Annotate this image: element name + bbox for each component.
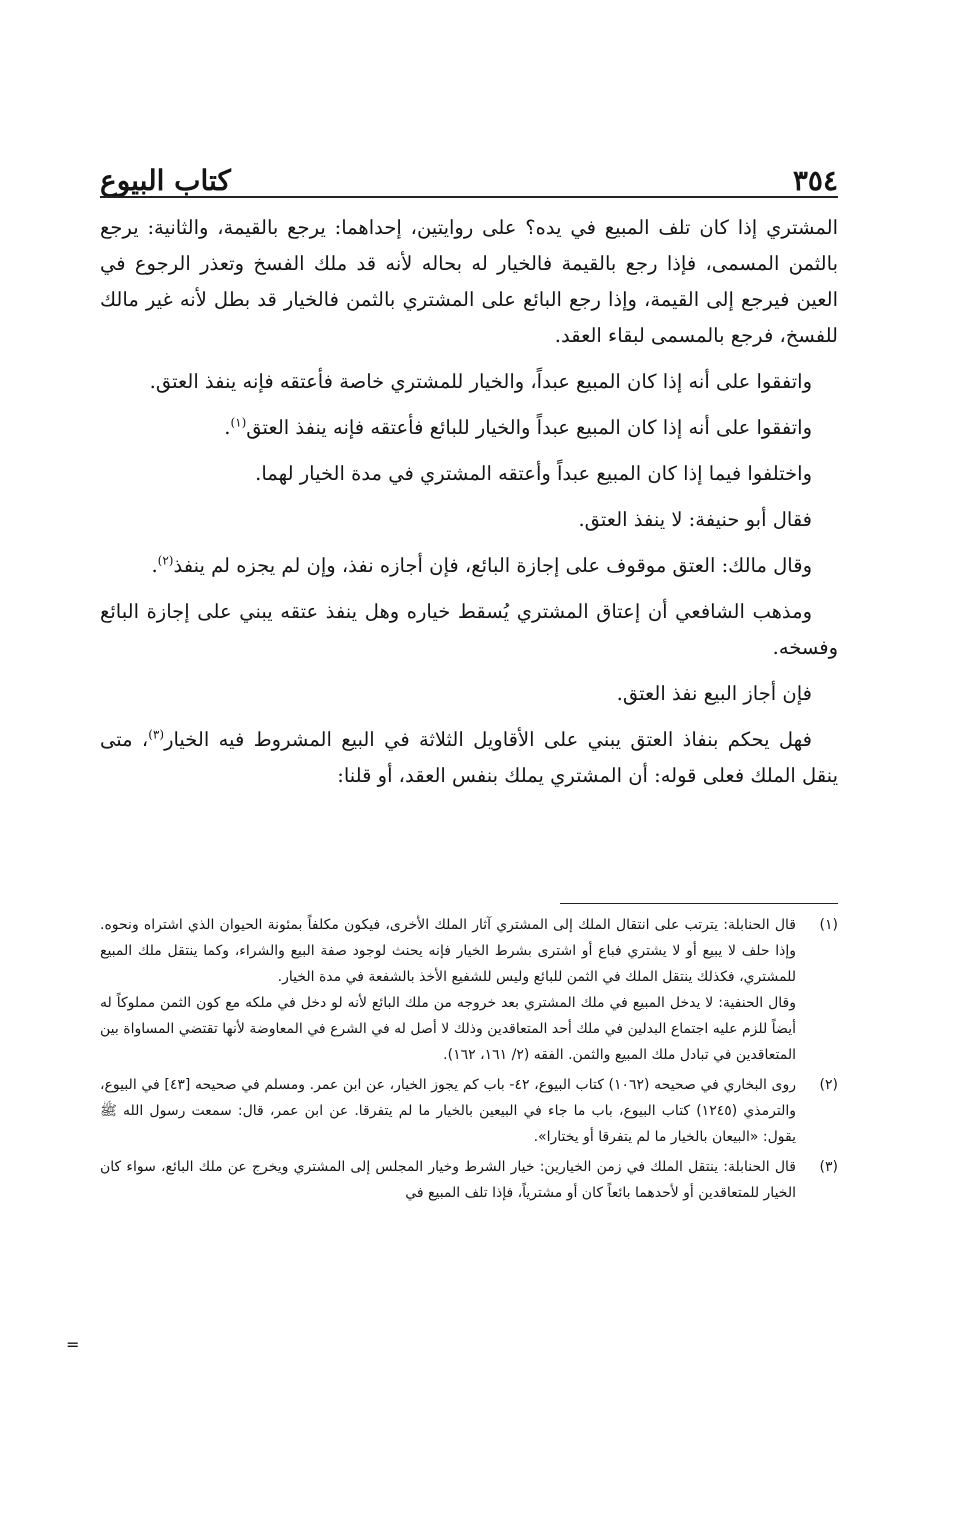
footnote-number: (٢) <box>819 1077 838 1093</box>
running-title: كتاب البيوع <box>100 164 231 197</box>
continuation-mark: = <box>66 1335 80 1354</box>
footnote-marker[interactable]: (٢) <box>157 553 174 568</box>
page-number: ٣٥٤ <box>792 164 838 197</box>
body-paragraph: ومذهب الشافعي أن إعتاق المشتري يُسقط خياره وهل ينفذ عتقه يبني على إجازة البائع وفسخه. <box>100 600 838 659</box>
footnote-2 <box>100 1072 838 1150</box>
footnote-1 <box>100 912 838 1068</box>
footnote-marker[interactable]: (١) <box>230 415 247 430</box>
footnote-number: (٣) <box>819 1159 838 1175</box>
body-paragraph: وقال مالك: العتق موقوف على إجازة البائع، فإن أجازه نفذ، وإن لم يجزه لم ينفذ$^{(٢)}$. <box>151 553 812 577</box>
body-paragraph: فإن أجاز البيع نفذ العتق. <box>616 682 812 705</box>
footnote-text: روى البخاري في صحيحه (١٠٦٢) كتاب البيوع، ٤٢- باب كم يجوز الخيار، عن ابن عمر. ومسلم في صحيحه [٤٣] في البيوع، والترمذي (١٢٤٥) كتاب البيوع، باب ما جاء في البيعين بالخيار ما لم يتفرقا. عن ابن عمر، قال: سمعت رسول الله ﷺ يقول: «البيعان بالخيار ما لم يتفرقا أو يختارا». <box>100 1077 797 1145</box>
body-paragraph: فقال أبو حنيفة: لا ينفذ العتق. <box>578 508 812 531</box>
footnote-number: (١) <box>819 917 838 933</box>
body-paragraph: فهل يحكم بنفاذ العتق يبني على الأقاويل الثلاثة في البيع المشروط فيه الخيار$^{(٣)}$، متى ينقل الملك فعلى قوله: أن المشتري يملك بنفس العقد، أو قلنا: <box>100 727 838 787</box>
body-paragraph: واختلفوا فيما إذا كان المبيع عبداً وأعتقه المشتري في مدة الخيار لهما. <box>255 462 812 485</box>
body-paragraph: واتفقوا على أنه إذا كان المبيع عبداً، والخيار للمشتري خاصة فأعتقه فإنه ينفذ العتق. <box>149 370 812 393</box>
header-rule <box>100 196 838 198</box>
page-header <box>100 147 838 195</box>
footnote-marker[interactable]: (٣) <box>148 727 165 742</box>
footnotes <box>100 912 838 1210</box>
main-text <box>100 210 838 804</box>
footnote-separator <box>560 903 838 904</box>
footnote-3 <box>100 1154 838 1206</box>
body-paragraph: المشتري إذا كان تلف المبيع في يده؟ على روايتين، إحداهما: يرجع بالقيمة، والثانية: يرجع بالثمن المسمى، فإذا رجع بالقيمة فالخيار له بحاله لأنه قد ملك الفسخ وتعذر الرجوع في العين فيرجع إلى القيمة، وإذا رجع البائع على المشتري بالثمن فالخيار قد بطل لأنه غير مالك للفسخ، فرجع بالمسمى لبقاء العقد. <box>100 216 838 347</box>
body-paragraph: واتفقوا على أنه إذا كان المبيع عبداً والخيار للبائع فأعتقه فإنه ينفذ العتق$^{(١)}$. <box>224 415 812 439</box>
footnote-text: قال الحنابلة: يترتب على انتقال الملك إلى المشتري آثار الملك الأخرى، فيكون مكلفاً بمئونة الحيوان الذي اشتراه ونحوه. وإذا حلف لا يبيع أو لا يشتري فباع أو اشترى بشرط الخيار فإنه يحنث لوجود صفة البيع والشراء، وكما ينتقل ملك المبيع للمشتري، فكذلك ينتقل الملك في الثمن للبائع وليس للشفيع الأخذ بالشفعة في مدة الخيار. وقال الحنفية: لا يدخل المبيع في ملك المشتري بعد خروجه من ملك البائع لأنه لو دخل في ملكه مع كون الثمن مملوكاً له أيضاً للزم عليه اجتماع البدلين في ملك أحد المتعاقدين وذلك لا أصل له في الشرع في المعاوضة لأنها تقتضي المساواة بين المتعاقدين في تبادل ملك المبيع والثمن. الفقه (٢/ ١٦١، ١٦٢). <box>100 917 796 1063</box>
footnote-text: قال الحنابلة: ينتقل الملك في زمن الخيارين: خيار الشرط وخيار المجلس إلى المشتري ويخرج عن ملك البائع، سواء كان الخيار للمتعاقدين أو لأحدهما بائعاً كان أو مشترياً، فإذا تلف المبيع في <box>100 1159 796 1201</box>
